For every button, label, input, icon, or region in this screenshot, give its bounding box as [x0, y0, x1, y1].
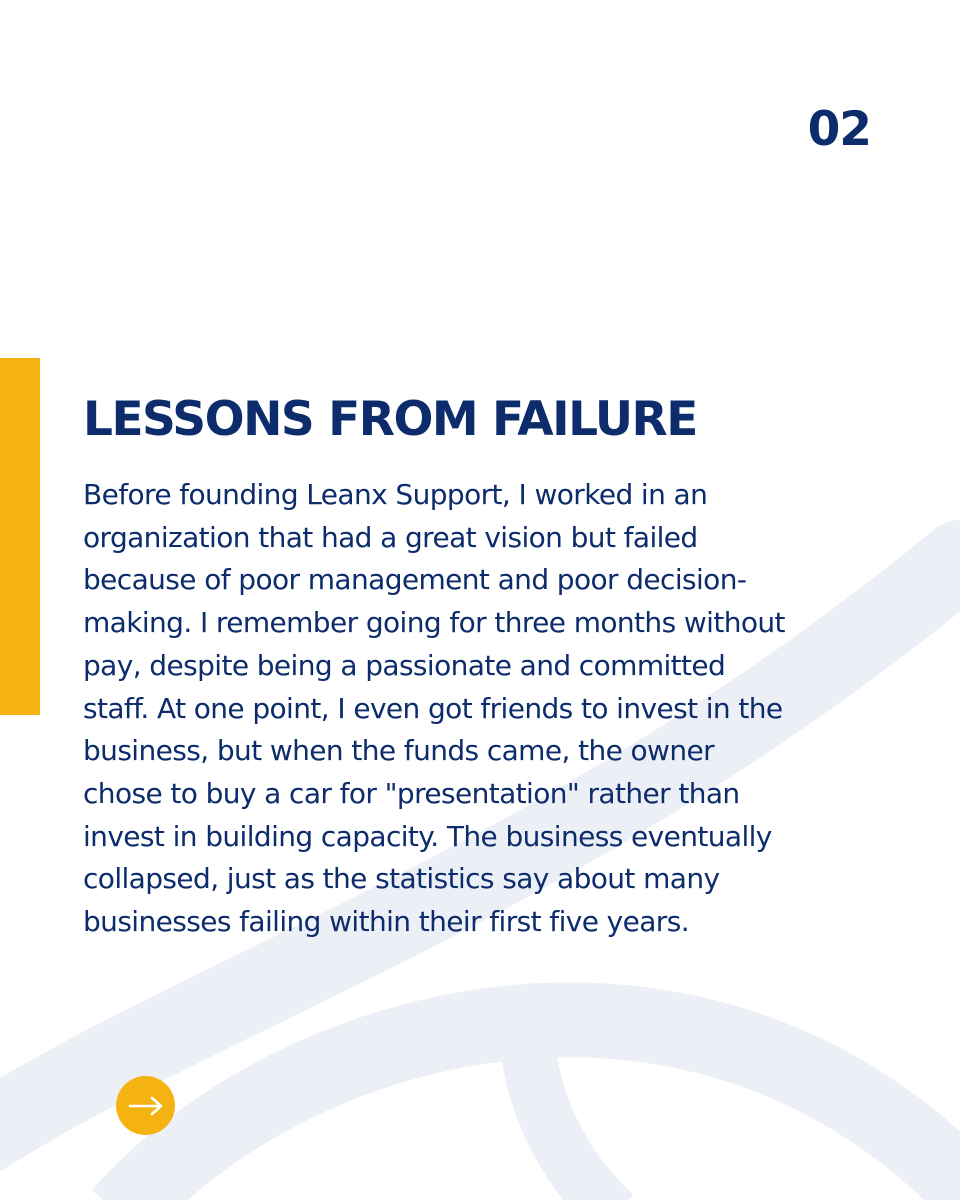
body-line: invest in building capacity. The business eventually: [83, 819, 772, 853]
body-paragraph: [83, 474, 923, 944]
body-line: Before founding Leanx Support, I worked in an: [83, 478, 708, 511]
page-title: LESSONS FROM FAILURE: [83, 392, 697, 447]
body-line: businesses failing within their first five years.: [83, 905, 690, 939]
body-line: business, but when the funds came, the owner: [83, 734, 715, 768]
body-line: because of poor management and poor decision-: [83, 563, 747, 597]
body-line: pay, despite being a passionate and committed: [83, 648, 726, 682]
page-number: 02: [807, 102, 871, 157]
body-line: chose to buy a car for "presentation" rather than: [83, 776, 740, 810]
arrow-right-icon: [128, 1096, 164, 1116]
body-line: organization that had a great vision but failed: [83, 520, 698, 554]
accent-bar: [0, 358, 40, 715]
body-line: staff. At one point, I even got friends to invest in the: [83, 691, 783, 725]
next-slide-button[interactable]: [116, 1076, 175, 1135]
body-line: collapsed, just as the statistics say about many: [83, 862, 720, 896]
body-line: making. I remember going for three months without: [83, 606, 785, 640]
